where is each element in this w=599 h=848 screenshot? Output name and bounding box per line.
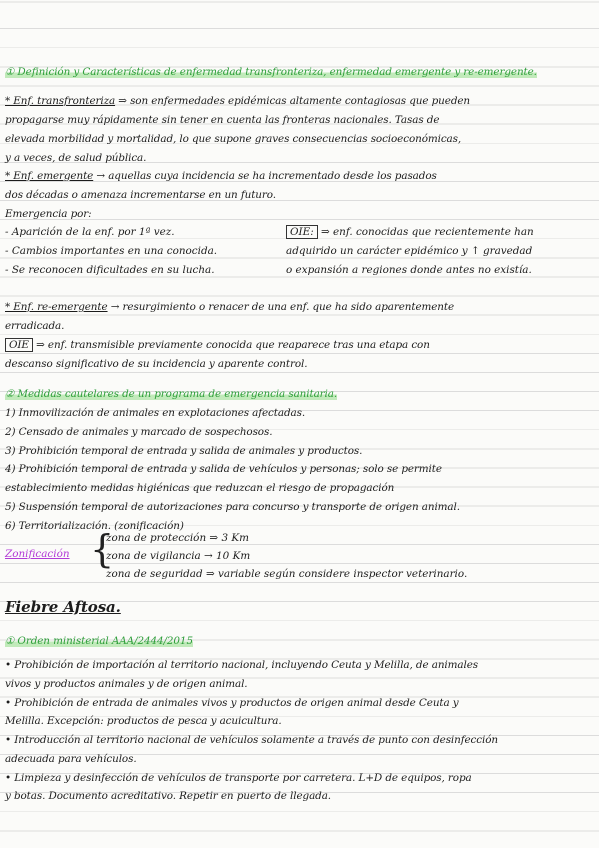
oie-emergente-line-2: adquirido un carácter epidémico y ↑ gravedad (286, 245, 533, 257)
s1-line-transfronteriza: * Enf. transfronteriza ⇒ son enfermedades epidémicas altamente contagiosas que pueden (5, 95, 471, 107)
s1-line-7: Emergencia por: (5, 208, 92, 220)
order-title: ① Orden ministerial AAA/2444/2015 (5, 635, 193, 647)
measure-item: 2) Censado de animales y marcado de sospechosos. (5, 426, 273, 438)
term-transfronteriza: * Enf. transfronteriza (5, 95, 116, 107)
s1-line-reemergente: * Enf. re-emergente → resurgimiento o renacer de una enf. que ha sido aparentemente (5, 301, 455, 313)
section-3-title: Fiebre Aftosa. (5, 598, 121, 616)
s1-line-4: y a veces, de salud pública. (5, 152, 147, 164)
s1-line-3: elevada morbilidad y mortalidad, lo que supone graves consecuencias socioeconómicas, (5, 133, 462, 145)
oie-box: OIE: (286, 225, 318, 239)
measure-item: 1) Inmovilización de animales en explotaciones afectadas. (5, 407, 306, 419)
order-line: • Prohibición de entrada de animales vivos y productos de origen animal desde Ceuta y (5, 697, 459, 709)
measure-item: 5) Suspensión temporal de autorizaciones para concurso y transporte de origen animal. (5, 501, 460, 513)
s1-line-emergente: * Enf. emergente → aquellas cuya incidencia se ha incrementado desde los pasados (5, 170, 437, 182)
s1-line-2: propagarse muy rápidamente sin tener en cuenta las fronteras nacionales. Tasas de (5, 114, 440, 126)
order-line: Melilla. Excepción: productos de pesca y acuicultura. (5, 715, 282, 727)
emergence-cause-3: - Se reconocen dificultades en su lucha. (5, 264, 215, 276)
measure-item: 3) Prohibición temporal de entrada y salida de animales y productos. (5, 445, 363, 457)
term-reemergente: * Enf. re-emergente (5, 301, 108, 313)
order-line: y botas. Documento acreditativo. Repetir en puerto de llegada. (5, 790, 332, 802)
order-line: • Introducción al territorio nacional de vehículos solamente a través de punto con desinfección (5, 734, 498, 746)
oie-box: OIE (5, 338, 33, 352)
zonification-label: Zonificación (5, 548, 70, 560)
brace-icon: { (90, 527, 115, 571)
oie-emergente-line-3: o expansión a regiones donde antes no existía. (286, 264, 532, 276)
zone-item: zona de protección ⇒ 3 Km (106, 532, 249, 544)
section-1-title: ① Definición y Características de enfermedad transfronteriza, enfermedad emergente y re-emergente. (5, 66, 537, 78)
order-line: vivos y productos animales y de origen animal. (5, 678, 248, 690)
oie-emergente-line-1: OIE: ⇒ enf. conocidas que recientemente han (286, 223, 534, 241)
s1-line-14: descanso significativo de su incidencia y aparente control. (5, 358, 308, 370)
order-line: • Prohibición de importación al territorio nacional, incluyendo Ceuta y Melilla, de animales (5, 659, 478, 671)
emergence-cause-1: - Aparición de la enf. por 1ª vez. (5, 226, 175, 238)
measure-item: establecimiento medidas higiénicas que reduzcan el riesgo de propagación (5, 482, 395, 494)
term-emergente: * Enf. emergente (5, 170, 94, 182)
order-line: • Limpieza y desinfección de vehículos de transporte por carretera. L+D de equipos, ropa (5, 772, 472, 784)
zone-item: zona de seguridad ⇒ variable según considere inspector veterinario. (106, 568, 468, 580)
s1-line-6: dos décadas o amenaza incrementarse en un futuro. (5, 189, 276, 201)
s1-line-12: erradicada. (5, 320, 65, 332)
measure-item: 6) Territorialización. (zonificación) (5, 520, 184, 532)
zone-item: zona de vigilancia → 10 Km (106, 550, 251, 562)
emergence-cause-2: - Cambios importantes en una conocida. (5, 245, 218, 257)
s1-line-13: OIE ⇒ enf. transmisible previamente conocida que reaparece tras una etapa con (5, 336, 594, 354)
measure-item: 4) Prohibición temporal de entrada y salida de vehículos y personas; solo se permite (5, 463, 442, 475)
order-line: adecuada para vehículos. (5, 753, 137, 765)
section-2-title: ② Medidas cautelares de un programa de emergencia sanitaria. (5, 388, 338, 400)
